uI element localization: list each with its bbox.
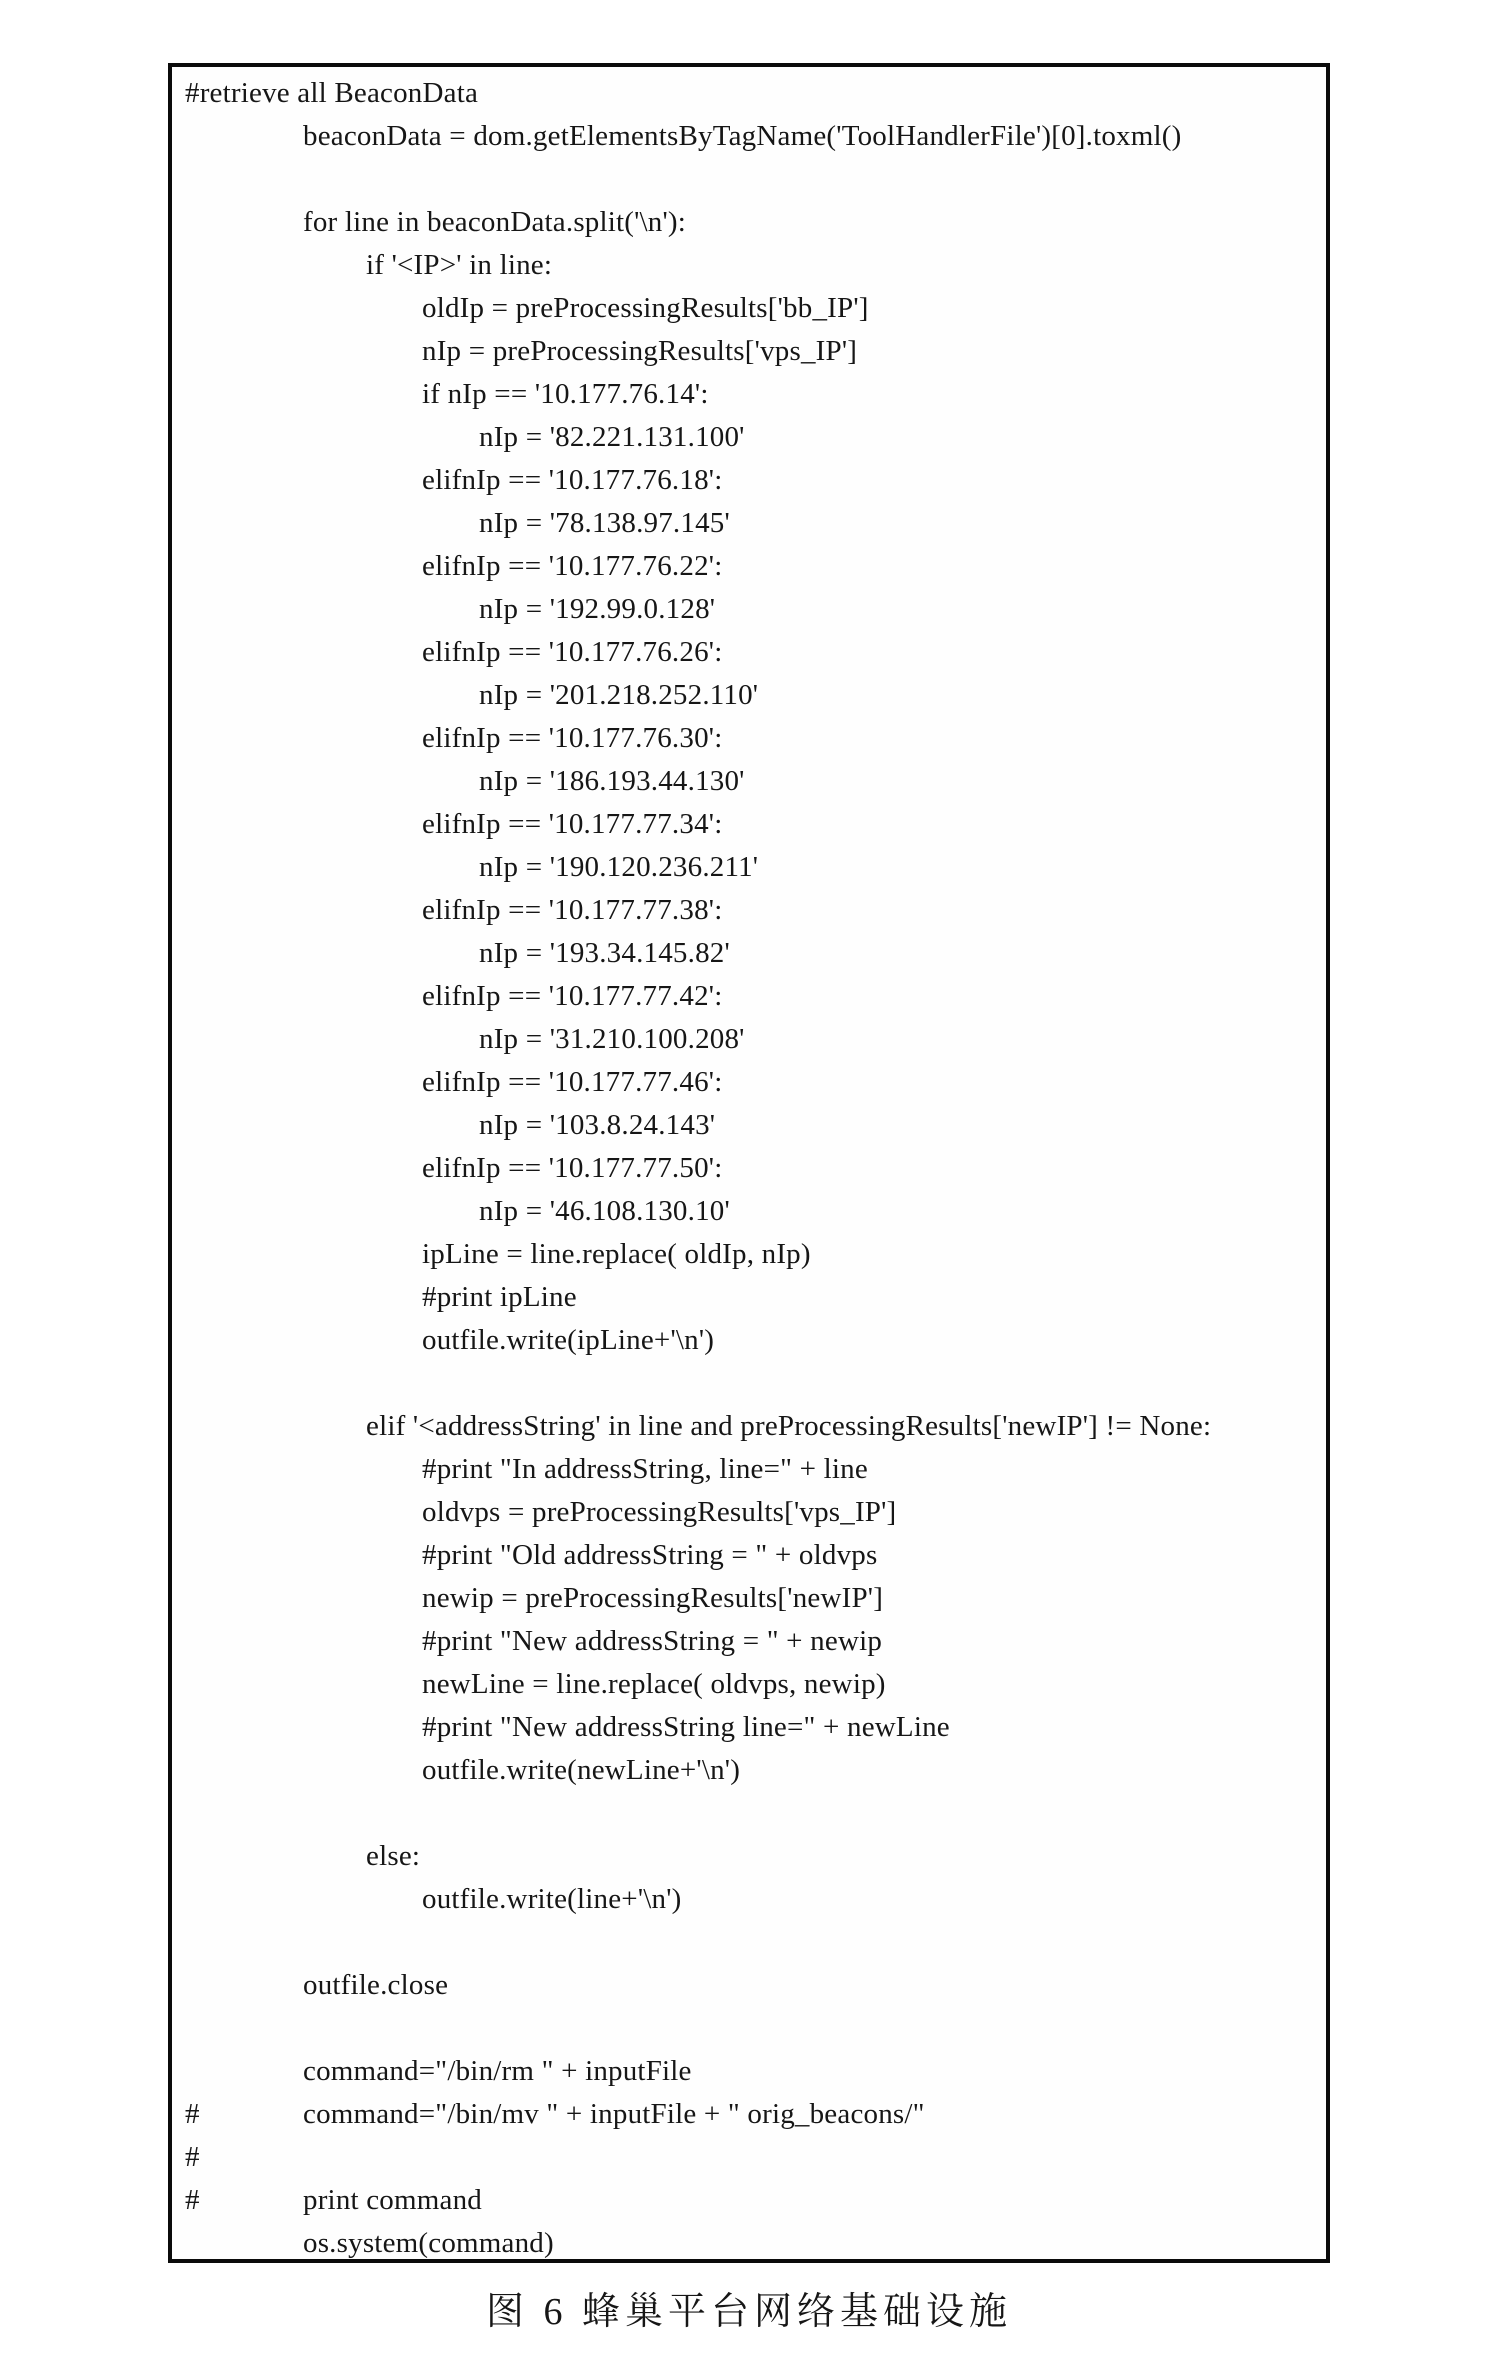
code-text: elifnIp == '10.177.77.46': (422, 1066, 723, 1098)
code-text: os.system(command) (303, 2227, 554, 2259)
comment-marker: # (185, 2184, 200, 2216)
code-text: #print "New addressString line=" + newLine (422, 1711, 950, 1743)
code-text: #print "Old addressString = " + oldvps (422, 1539, 878, 1571)
figure-caption: 图 6 蜂巢平台网络基础设施 (485, 2291, 1012, 2333)
code-line (172, 545, 1326, 588)
code-text: elifnIp == '10.177.76.22': (422, 550, 723, 582)
code-text: nIp = '192.99.0.128' (479, 593, 716, 625)
code-text: nIp = '190.120.236.211' (479, 851, 759, 883)
code-text: nIp = '31.210.100.208' (479, 1023, 745, 1055)
code-line (172, 1018, 1326, 1061)
code-text: command="/bin/rm " + inputFile (303, 2055, 692, 2087)
code-line (172, 932, 1326, 975)
code-line (172, 1792, 1326, 1835)
code-line (172, 889, 1326, 932)
code-line (172, 1405, 1326, 1448)
comment-marker: # (185, 2098, 200, 2130)
code-line (172, 330, 1326, 373)
code-line (172, 1706, 1326, 1749)
code-text: elifnIp == '10.177.77.50': (422, 1152, 723, 1184)
code-text: outfile.close (303, 1969, 449, 2001)
code-line (172, 1061, 1326, 1104)
code-line (172, 588, 1326, 631)
code-text: elifnIp == '10.177.76.26': (422, 636, 723, 668)
code-text: nIp = '103.8.24.143' (479, 1109, 716, 1141)
code-text: command="/bin/mv " + inputFile + " orig_beacons/" (303, 2098, 925, 2130)
code-line (172, 803, 1326, 846)
code-text: #print "New addressString = " + newip (422, 1625, 883, 1657)
code-line (172, 158, 1326, 201)
code-line (172, 2050, 1326, 2093)
code-line (172, 1190, 1326, 1233)
code-text: outfile.write(newLine+'\n') (422, 1754, 741, 1786)
code-text: outfile.write(line+'\n') (422, 1883, 682, 1915)
code-text: nIp = '46.108.130.10' (479, 1195, 730, 1227)
code-line (172, 2179, 1326, 2222)
code-line (172, 674, 1326, 717)
code-text: beaconData = dom.getElementsByTagName('ToolHandlerFile')[0].toxml() (303, 120, 1182, 152)
code-line (172, 115, 1326, 158)
code-text: nIp = '78.138.97.145' (479, 507, 730, 539)
code-text: elifnIp == '10.177.77.42': (422, 980, 723, 1012)
code-line (172, 1147, 1326, 1190)
code-text: for line in beaconData.split('\n'): (303, 206, 687, 238)
code-text: ipLine = line.replace( oldIp, nIp) (422, 1238, 811, 1270)
code-line (172, 1749, 1326, 1792)
code-line (172, 1491, 1326, 1534)
code-line (172, 2222, 1326, 2263)
code-text: oldIp = preProcessingResults['bb_IP'] (422, 292, 869, 324)
code-line (172, 72, 1326, 115)
code-line (172, 1319, 1326, 1362)
code-text: elifnIp == '10.177.77.38': (422, 894, 723, 926)
code-text: #retrieve all BeaconData (185, 77, 479, 109)
code-text: newLine = line.replace( oldvps, newip) (422, 1668, 886, 1700)
code-text: nIp = '201.218.252.110' (479, 679, 759, 711)
code-line (172, 1964, 1326, 2007)
comment-marker: # (185, 2141, 200, 2173)
code-text: print command (303, 2184, 482, 2216)
code-line (172, 760, 1326, 803)
code-text: #print ipLine (422, 1281, 577, 1313)
code-line (172, 631, 1326, 674)
code-line (172, 416, 1326, 459)
code-text: elifnIp == '10.177.76.18': (422, 464, 723, 496)
code-text: if nIp == '10.177.76.14': (422, 378, 709, 410)
code-line (172, 1448, 1326, 1491)
code-block (172, 67, 1326, 2263)
code-line (172, 1921, 1326, 1964)
code-text: outfile.write(ipLine+'\n') (422, 1324, 715, 1356)
code-line (172, 1233, 1326, 1276)
code-line (172, 975, 1326, 1018)
code-line (172, 1835, 1326, 1878)
code-line (172, 2093, 1326, 2136)
code-text: newip = preProcessingResults['newIP'] (422, 1582, 884, 1614)
code-line (172, 1620, 1326, 1663)
code-text: nIp = '193.34.145.82' (479, 937, 730, 969)
code-line (172, 244, 1326, 287)
code-text: nIp = '186.193.44.130' (479, 765, 745, 797)
code-text: elifnIp == '10.177.76.30': (422, 722, 723, 754)
code-line (172, 459, 1326, 502)
code-text: nIp = '82.221.131.100' (479, 421, 745, 453)
code-text: elif '<addressString' in line and preProcessingResults['newIP'] != None: (366, 1410, 1212, 1442)
code-text: else: (366, 1840, 421, 1872)
code-line (172, 2136, 1326, 2179)
code-line (172, 1276, 1326, 1319)
code-text: #print "In addressString, line=" + line (422, 1453, 868, 1485)
code-line (172, 201, 1326, 244)
code-line (172, 1362, 1326, 1405)
code-line (172, 287, 1326, 330)
code-line (172, 502, 1326, 545)
code-text: nIp = preProcessingResults['vps_IP'] (422, 335, 858, 367)
code-text: if '<IP>' in line: (366, 249, 553, 281)
code-line (172, 846, 1326, 889)
code-line (172, 1663, 1326, 1706)
code-line (172, 1104, 1326, 1147)
code-text: elifnIp == '10.177.77.34': (422, 808, 723, 840)
code-line (172, 2007, 1326, 2050)
code-line (172, 717, 1326, 760)
code-line (172, 1878, 1326, 1921)
code-line (172, 373, 1326, 416)
code-text: oldvps = preProcessingResults['vps_IP'] (422, 1496, 897, 1528)
code-listing-box (168, 63, 1330, 2263)
code-line (172, 1534, 1326, 1577)
code-line (172, 1577, 1326, 1620)
